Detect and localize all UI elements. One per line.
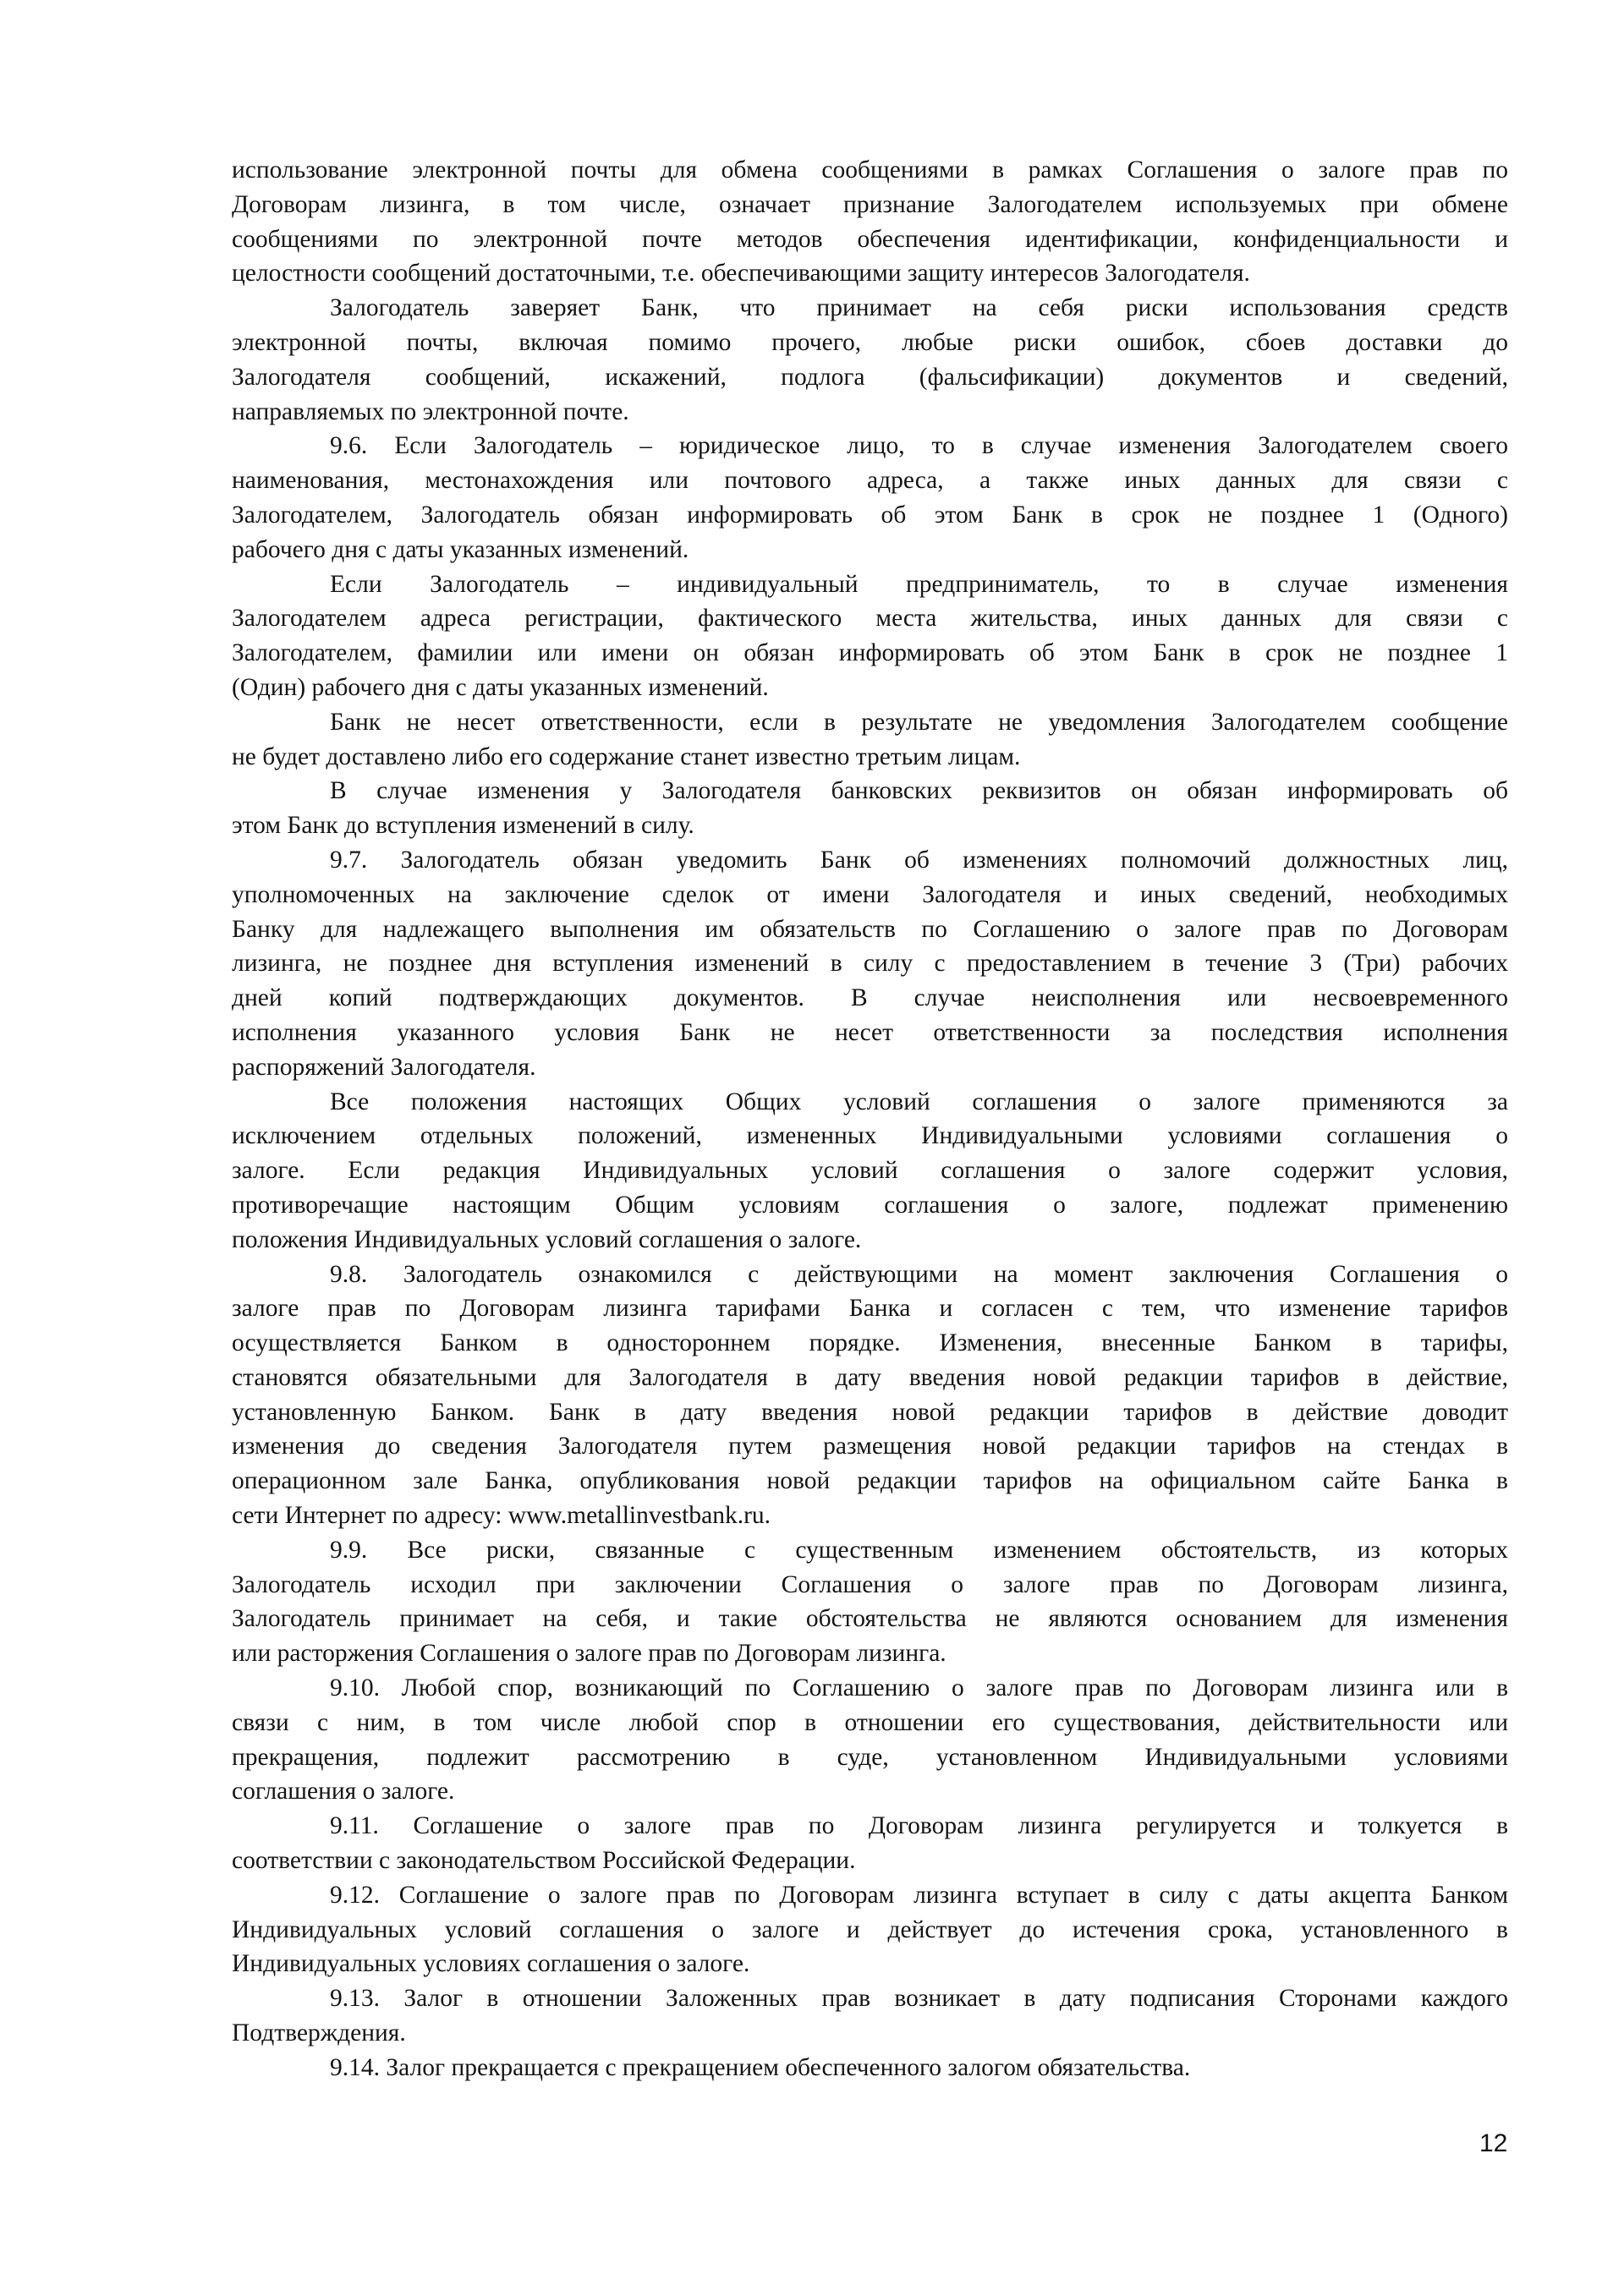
text-line: сети Интернет по адресу: www.metallinvestbank.ru. xyxy=(232,1502,771,1530)
text-line: Залогодатель заверяет Банк, что принимает на себя риски использования средств xyxy=(330,294,1508,322)
text-line: установленную Банком. Банк в дату введения новой редакции тарифов в действие доводит xyxy=(232,1398,1508,1426)
text-line: Если Залогодатель – индивидуальный предприниматель, то в случае изменения xyxy=(330,570,1508,598)
text-line: распоряжений Залогодателя. xyxy=(232,1053,536,1081)
text-line: Подтверждения. xyxy=(232,2019,406,2047)
text-line: Индивидуальных условиях соглашения о залоге. xyxy=(232,1950,750,1978)
text-line: исполнения указанного условия Банк не несет ответственности за последствия исполнения xyxy=(232,1018,1508,1046)
text-line: Договорам лизинга, в том числе, означает признание Залогодателем используемых при обмене xyxy=(232,190,1508,218)
text-line: противоречащие настоящим Общим условиям соглашения о залоге, подлежат применению xyxy=(232,1191,1508,1219)
paragraph xyxy=(232,567,1508,705)
text-line: залоге прав по Договорам лизинга тарифами Банка и согласен с тем, что изменение тарифов xyxy=(232,1295,1508,1323)
paragraph xyxy=(232,1085,1508,1258)
paragraph xyxy=(232,705,1508,775)
text-line: Залогодателем, фамилии или имени он обязан информировать об этом Банк в срок не позднее 1 xyxy=(232,639,1508,667)
text-line: соответствии с законодательством Российской Федерации. xyxy=(232,1847,856,1875)
text-line: наименования, местонахождения или почтового адреса, а также иных данных для связи с xyxy=(232,467,1508,495)
text-line: Все положения настоящих Общих условий соглашения о залоге применяются за xyxy=(330,1088,1508,1115)
text-line: лизинга, не позднее дня вступления изменений в силу с предоставлением в течение 3 (Три) рабочих xyxy=(232,950,1508,978)
text-line: изменения до сведения Залогодателя путем размещения новой редакции тарифов на стендах в xyxy=(232,1433,1508,1460)
text-line: (Один) рабочего дня с даты указанных изменений. xyxy=(232,673,769,701)
text-line: 9.10. Любой спор, возникающий по Соглашению о залоге прав по Договорам лизинга или в xyxy=(330,1674,1508,1702)
paragraph xyxy=(232,1533,1508,1671)
page-number: 12 xyxy=(1479,2129,1508,2157)
text-line: Банк не несет ответственности, если в результате не уведомления Залогодателем сообщение xyxy=(330,708,1508,736)
text-line: Залогодателем адреса регистрации, фактического места жительства, иных данных для связи с xyxy=(232,605,1508,633)
paragraph xyxy=(232,1809,1508,1878)
text-line: 9.13. Залог в отношении Заложенных прав возникает в дату подписания Сторонами каждого xyxy=(330,1985,1508,2013)
text-line: Залогодатель исходил при заключении Соглашения о залоге прав по Договорам лизинга, xyxy=(232,1570,1508,1598)
text-line: электронной почты, включая помимо прочего, любые риски ошибок, сбоев доставки до xyxy=(232,328,1508,356)
text-line: уполномоченных на заключение сделок от имени Залогодателя и иных сведений, необходимых xyxy=(232,880,1508,908)
text-line: 9.9. Все риски, связанные с существенным изменением обстоятельств, из которых xyxy=(330,1536,1508,1564)
text-line: или расторжения Соглашения о залоге прав по Договорам лизинга. xyxy=(232,1640,946,1668)
text-line: использование электронной почты для обмена сообщениями в рамках Соглашения о залоге прав по xyxy=(232,156,1508,184)
text-line: не будет доставлено либо его содержание станет известно третьим лицам. xyxy=(232,743,1021,770)
paragraph xyxy=(232,2051,1508,2085)
document-body xyxy=(232,153,1508,2085)
paragraph xyxy=(232,153,1508,291)
text-line: становятся обязательными для Залогодателя в дату введения новой редакции тарифов в действие, xyxy=(232,1363,1508,1391)
paragraph xyxy=(232,774,1508,843)
text-line: 9.14. Залог прекращается с прекращением обеспеченного залогом обязательства. xyxy=(330,2053,1191,2081)
text-line: направляемых по электронной почте. xyxy=(232,397,629,425)
text-line: соглашения о залоге. xyxy=(232,1778,455,1806)
text-line: положения Индивидуальных условий соглашения о залоге. xyxy=(232,1225,862,1253)
paragraph xyxy=(232,1878,1508,1981)
text-line: исключением отдельных положений, измененных Индивидуальными условиями соглашения о xyxy=(232,1122,1508,1150)
text-line: Залогодатель принимает на себя, и такие обстоятельства не являются основанием для изменения xyxy=(232,1605,1508,1633)
text-line: Залогодателем, Залогодатель обязан информировать об этом Банк в срок не позднее 1 (Одного) xyxy=(232,501,1508,529)
text-line: 9.7. Залогодатель обязан уведомить Банк об изменениях полномочий должностных лиц, xyxy=(330,846,1508,874)
text-line: В случае изменения у Залогодателя банковских реквизитов он обязан информировать об xyxy=(330,777,1508,805)
text-line: 9.12. Соглашение о залоге прав по Договорам лизинга вступает в силу с даты акцепта Банком xyxy=(330,1881,1508,1909)
text-line: сообщениями по электронной почте методов обеспечения идентификации, конфиденциальности и xyxy=(232,225,1508,253)
text-line: прекращения, подлежит рассмотрению в суде, установленном Индивидуальными условиями xyxy=(232,1743,1508,1771)
text-line: целостности сообщений достаточными, т.е. обеспечивающими защиту интересов Залогодателя. xyxy=(232,260,1250,288)
paragraph xyxy=(232,1671,1508,1809)
text-line: залоге. Если редакция Индивидуальных условий соглашения о залоге содержит условия, xyxy=(232,1157,1508,1185)
text-line: этом Банк до вступления изменений в силу. xyxy=(232,812,694,840)
text-line: дней копий подтверждающих документов. В случае неисполнения или несвоевременного xyxy=(232,984,1508,1012)
text-line: рабочего дня с даты указанных изменений. xyxy=(232,535,689,563)
text-line: 9.8. Залогодатель ознакомился с действующими на момент заключения Соглашения о xyxy=(330,1260,1508,1288)
paragraph xyxy=(232,1258,1508,1533)
paragraph xyxy=(232,843,1508,1085)
text-line: осуществляется Банком в одностороннем порядке. Изменения, внесенные Банком в тарифы, xyxy=(232,1329,1508,1357)
text-line: 9.6. Если Залогодатель – юридическое лицо, то в случае изменения Залогодателем своего xyxy=(330,432,1508,460)
paragraph xyxy=(232,429,1508,567)
paragraph xyxy=(232,291,1508,429)
text-line: 9.11. Соглашение о залоге прав по Договорам лизинга регулируется и толкуется в xyxy=(330,1812,1508,1840)
text-line: Банку для надлежащего выполнения им обязательств по Соглашению о залоге прав по Договорам xyxy=(232,915,1508,943)
text-line: связи с ним, в том числе любой спор в отношении его существования, действительности или xyxy=(232,1708,1508,1736)
text-line: операционном зале Банка, опубликования новой редакции тарифов на официальном сайте Банка в xyxy=(232,1467,1508,1495)
text-line: Индивидуальных условий соглашения о залоге и действует до истечения срока, установленного в xyxy=(232,1915,1508,1943)
paragraph xyxy=(232,1981,1508,2051)
text-line: Залогодателя сообщений, искажений, подлога (фальсификации) документов и сведений, xyxy=(232,363,1508,391)
